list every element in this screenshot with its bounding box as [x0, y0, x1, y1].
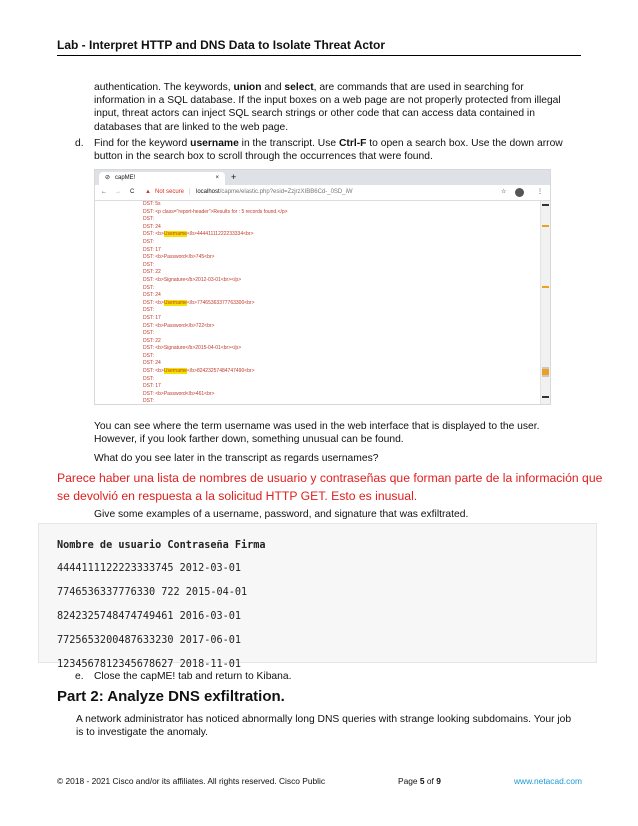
examples-prompt: Give some examples of a username, password, and signature that was exfiltrated.: [94, 509, 469, 520]
transcript-line: [95, 315, 540, 323]
transcript-text: DST: 17: [143, 314, 161, 321]
transcript-text: DST: 22: [143, 269, 161, 276]
transcript-text: DST:: [143, 216, 154, 223]
footer-copyright: © 2018 - 2021 Cisco and/or its affiliates. All rights reserved. Cisco Public: [57, 776, 326, 786]
transcript-text: DST: <b>Signature</b>2015-04-01<br></p>: [143, 345, 242, 352]
transcript-line: [95, 292, 540, 300]
step-d-line-2: button in the search box to scroll through the occurrences that were found.: [94, 151, 433, 163]
question-text: What do you see later in the transcript as regards usernames?: [94, 453, 379, 464]
transcript-line: [95, 330, 540, 338]
profile-icon[interactable]: [515, 188, 524, 197]
transcript-text: DST: <b>Password</b>461<br>: [143, 390, 215, 397]
transcript-line: [95, 300, 540, 308]
transcript-line: [95, 277, 540, 285]
footer-link[interactable]: www.netacad.com: [514, 776, 582, 786]
transcript-text: DST: 24: [143, 360, 161, 367]
code-header: Nombre de usuario Contraseña Firma: [57, 540, 266, 551]
transcript-line: [95, 360, 540, 368]
transcript-line: [95, 231, 540, 239]
transcript-text: DST: 5s: [143, 201, 161, 207]
transcript-line: [95, 345, 540, 353]
step-d-text-1: Find for the keyword: [94, 138, 191, 149]
transcript-text: DST:: [143, 307, 154, 314]
transcript-text: DST: <b>Password</b>745<br>: [143, 254, 215, 261]
url-separator: |: [189, 189, 191, 195]
answer-text: [57, 469, 617, 505]
transcript-text: DST:: [143, 238, 154, 245]
match-marker: [542, 369, 549, 375]
transcript-line: [95, 216, 540, 224]
transcript-line: [95, 368, 540, 376]
transcript-text: DST:: [143, 330, 154, 337]
intro-text-1: authentication. The keywords,: [94, 82, 234, 93]
code-row: 7746536337776330 722 2015-04-01: [57, 587, 248, 598]
scroll-up-arrow[interactable]: [542, 204, 549, 206]
search-match-highlight: Username: [163, 299, 187, 306]
reload-icon[interactable]: C: [130, 189, 135, 195]
keyword-username: username: [190, 138, 239, 149]
not-secure-label[interactable]: Not secure: [155, 189, 185, 195]
step-d-letter: d.: [75, 138, 84, 149]
transcript-line: [95, 209, 540, 217]
part-2-paragraph: [76, 713, 596, 739]
step-d-text: [94, 137, 594, 163]
keyword-union: union: [233, 82, 262, 93]
favicon-icon: ⊘: [105, 175, 111, 181]
back-icon[interactable]: ←: [101, 189, 107, 195]
browser-screenshot: [94, 169, 551, 405]
forward-icon[interactable]: →: [115, 189, 121, 195]
intro-text-3: , are commands that are used in searching for: [313, 82, 524, 93]
transcript-text: DST: 17: [143, 246, 161, 253]
page-total: 9: [436, 776, 441, 786]
code-row: 4444111122223333745 2012-03-01: [57, 563, 242, 574]
tab-title: capME!: [115, 175, 136, 181]
transcript-line: [95, 254, 540, 262]
transcript-text: DST: 24: [143, 223, 161, 230]
keyword-ctrl-f: Ctrl-F: [338, 138, 367, 149]
transcript-line: [95, 224, 540, 232]
transcript-line: [95, 247, 540, 255]
transcript-line: [95, 269, 540, 277]
transcript-line: [95, 201, 540, 209]
transcript-line: [95, 323, 540, 331]
page-header-title: Lab - Interpret HTTP and DNS Data to Isolate Threat Actor: [57, 38, 386, 52]
page-current: 5: [419, 776, 425, 786]
part-2-line-2: is to investigate the anomaly.: [76, 727, 209, 739]
transcript-text: </b>44441111222233334<br>: [186, 231, 254, 238]
transcript-line: [95, 285, 540, 293]
transcript-line: [95, 262, 540, 270]
url-host: localhost: [196, 189, 220, 195]
observation-line-1: You can see where the term username was used in the web interface that is displayed to the user.: [94, 421, 540, 432]
browser-tab-bar: [95, 170, 550, 185]
transcript-text: DST:: [143, 398, 154, 404]
transcript-text: DST:: [143, 284, 154, 291]
scrollbar[interactable]: [540, 201, 550, 404]
transcript-text: </b>77465363377763300<br>: [186, 299, 255, 306]
transcript-line: [95, 239, 540, 247]
transcript-text: DST: <b>: [143, 231, 164, 238]
transcript-line: [95, 391, 540, 399]
transcript-text: DST: <b>Signature</b>2012-03-01<br></p>: [143, 276, 242, 283]
part-2-heading: Part 2: Analyze DNS exfiltration.: [57, 688, 285, 705]
transcript-text: DST:: [143, 261, 154, 268]
transcript-text: DST: 17: [143, 383, 161, 390]
code-row: 1234567812345678627 2018-11-01: [57, 659, 242, 670]
search-match-highlight: Username: [163, 368, 187, 375]
step-e-letter: e.: [75, 671, 84, 682]
star-icon[interactable]: ☆: [501, 189, 507, 195]
transcript-text: DST: <p class="report-header">Results for : 5 records found.</p>: [143, 208, 288, 215]
intro-line-2: information in a SQL database. If the input boxes on a web page are not properly protected from illegal: [94, 95, 561, 107]
transcript-line: [95, 353, 540, 361]
transcript-text: DST:: [143, 352, 154, 359]
transcript-line: [95, 376, 540, 384]
transcript-text: DST: <b>: [143, 368, 164, 375]
address-bar: [95, 185, 550, 201]
intro-line-3: input, threat actors can inject SQL search strings or other code that can access data contained in: [94, 108, 535, 120]
intro-line-4: databases that are linked to the web page.: [94, 121, 289, 133]
browser-tab-capme[interactable]: [99, 172, 225, 185]
match-marker: [542, 286, 549, 288]
part-2-line-1: A network administrator has noticed abnormally long DNS queries with strange looking subdomains. Your job: [76, 714, 572, 725]
keyword-select: select: [284, 82, 314, 93]
code-row: 7725653200487633230 2017-06-01: [57, 635, 242, 646]
page-label: Page: [398, 776, 420, 786]
footer-page-number: [398, 776, 441, 786]
transcript-text: DST:: [143, 375, 154, 382]
header-rule: [57, 55, 581, 56]
step-e-text: Close the capME! tab and return to Kibana.: [94, 671, 292, 682]
intro-text-2: and: [261, 82, 285, 93]
menu-icon[interactable]: ⋮: [537, 189, 543, 195]
search-match-highlight: Username: [163, 231, 187, 238]
step-d-text-2: in the transcript. Use: [238, 138, 339, 149]
code-row: 8242325748474749461 2016-03-01: [57, 611, 242, 622]
url-path: /capme/elastic.php?esid=ZzjrzXIBB6Cd-_0SD_iW: [219, 189, 353, 195]
url-field[interactable]: [196, 185, 353, 200]
match-marker: [542, 225, 549, 227]
warning-icon: ▲: [145, 189, 151, 195]
answer-line-1: Parece haber una lista de nombres de usuario y contraseñas que forman parte de la información que: [57, 471, 603, 485]
transcript-text: DST: <b>Password</b>722<br>: [143, 322, 215, 329]
step-d-text-3: to open a search box. Use the down arrow: [366, 138, 563, 149]
transcript-line: [95, 307, 540, 315]
answer-line-2: se devolvió en respuesta a la solicitud HTTP GET. Esto es inusual.: [57, 489, 418, 503]
intro-paragraph: [94, 81, 594, 134]
transcript-line: [95, 383, 540, 391]
transcript-line: [95, 338, 540, 346]
transcript-text: DST: 22: [143, 337, 161, 344]
transcript-text: DST: <b>: [143, 299, 164, 306]
transcript-text: DST: 24: [143, 292, 161, 299]
scroll-down-arrow[interactable]: [542, 396, 549, 398]
transcript-content: [95, 201, 540, 404]
close-tab-icon[interactable]: ×: [215, 175, 219, 181]
transcript-line: [95, 398, 540, 404]
paragraph-observation: [94, 420, 594, 446]
observation-line-2: However, if you look farther down, something unusual can be found.: [94, 434, 404, 446]
transcript-text: </b>82423257484747490<br>: [186, 368, 255, 375]
page-of: of: [424, 776, 437, 786]
new-tab-icon[interactable]: +: [231, 172, 237, 182]
